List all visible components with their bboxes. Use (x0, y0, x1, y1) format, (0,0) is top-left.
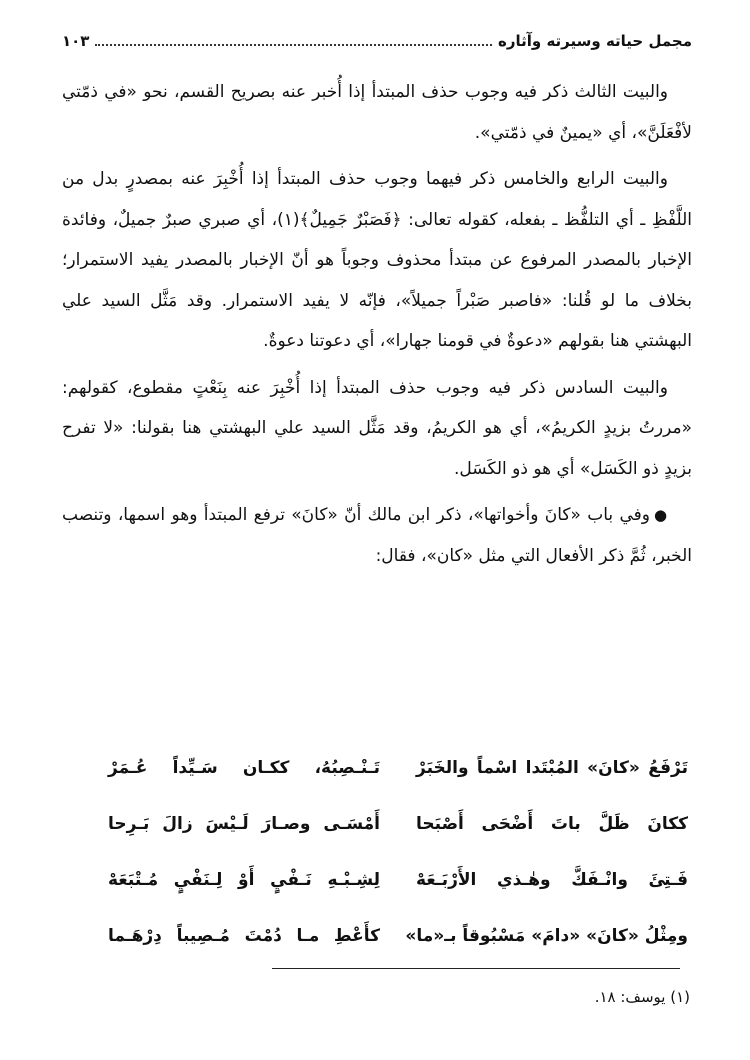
bulleted-paragraph (62, 495, 692, 576)
running-header (62, 28, 692, 54)
poem (108, 740, 688, 964)
poem-verse (108, 852, 688, 908)
verse-first-half: ككانَ ظَلَّ باتَ أَضْحَى أَصْبَحا (416, 814, 688, 834)
verse-second-half: لِشِـبْـهِ نَـفْيٍ أَوْ لِـنَفْيٍ مُـتْبَعَهْ (108, 870, 380, 890)
paragraph-text: وفي باب «كانَ وأخواتها»، ذكر ابن مالك أنّ «كانَ» ترفع المبتدأ وهو اسمها، وتنصب الخبر، ثُمَّ ذكر الأفعال التي مثل «كان»، فقال: (62, 505, 692, 566)
footnote-separator (272, 968, 680, 969)
poem-verse (108, 908, 688, 964)
verse-second-half: أَمْسَـى وصـارَ لَـيْسَ زالَ بَـرِحا (108, 814, 380, 834)
verse-second-half: تَـنْـصِبُهُ، ككـان سَـيِّداً عُـمَرْ (108, 758, 380, 778)
verse-first-half: تَرْفَعُ «كانَ» المُبْتَدا اسْماً والخَبَرْ (416, 758, 688, 778)
paragraph: والبيت الرابع والخامس ذكر فيهما وجوب حذف المبتدأ إذا أُخْبِرَ عنه بمصدرٍ بدل من اللَّفْظِ ـ أي التلفُّظ ـ بفعله، كقوله تعالى: ﴿فَصَبْرٌ جَمِيلٌ﴾(١)، أي صبري صبرٌ جميلٌ، وفائدة الإخبار بالمصدر المرفوع عن مبتدأ محذوف وجوباً هو أنّ الإخبار بالمصدر يفيد الاستمرار؛ بخلاف ما لو قُلنا: «فاصبر صَبْراً جميلاً»، فإنّه لا يفيد الاستمرار. وقد مَثَّل السيد علي البهشتي هنا بقولهم «دعوةٌ في قومنا جهارا»، أي دعوتنا دعوةٌ. (62, 169, 692, 351)
page-number: ١٠٣ (62, 32, 90, 50)
paragraph: والبيت الثالث ذكر فيه وجوب حذف المبتدأ إذا أُخبر عنه بصريح القسم، نحو «في ذمّتي لأفْعَلَنَّ»، أي «يمينٌ في ذمّتي». (62, 82, 692, 143)
poem-verse (108, 796, 688, 852)
verse-first-half: ومِثْلُ «كانَ» «دامَ» مَسْبُوقاً بـ«ما» (405, 926, 688, 946)
paragraph: والبيت السادس ذكر فيه وجوب حذف المبتدأ إذا أُخْبِرَ عنه بِنَعْتٍ مقطوع، كقولهم: «مررتُ بزيدٍ الكريمُ»، أي هو الكريمُ، وقد مَثَّل السيد علي البهشتي هنا بقولنا: «لا تفرح بزيدٍ ذو الكَسَل» أي هو ذو الكَسَل. (62, 377, 692, 479)
verse-first-half: فَـتِئَ وانْـفَكَّ وهٰـذي الأَرْبَـعَهْ (416, 870, 688, 890)
poem-verse (108, 740, 688, 796)
verse-second-half: كأَعْطِ مـا دُمْتَ مُـصِيباً دِرْهَـما (108, 926, 380, 946)
leader-dots (95, 44, 492, 46)
running-header-title: مجمل حياته وسيرته وآثاره (498, 32, 692, 50)
footnote: (١) يوسف: ١٨. (594, 988, 690, 1006)
bullet-icon: ● (654, 506, 669, 524)
body-text (62, 72, 692, 576)
